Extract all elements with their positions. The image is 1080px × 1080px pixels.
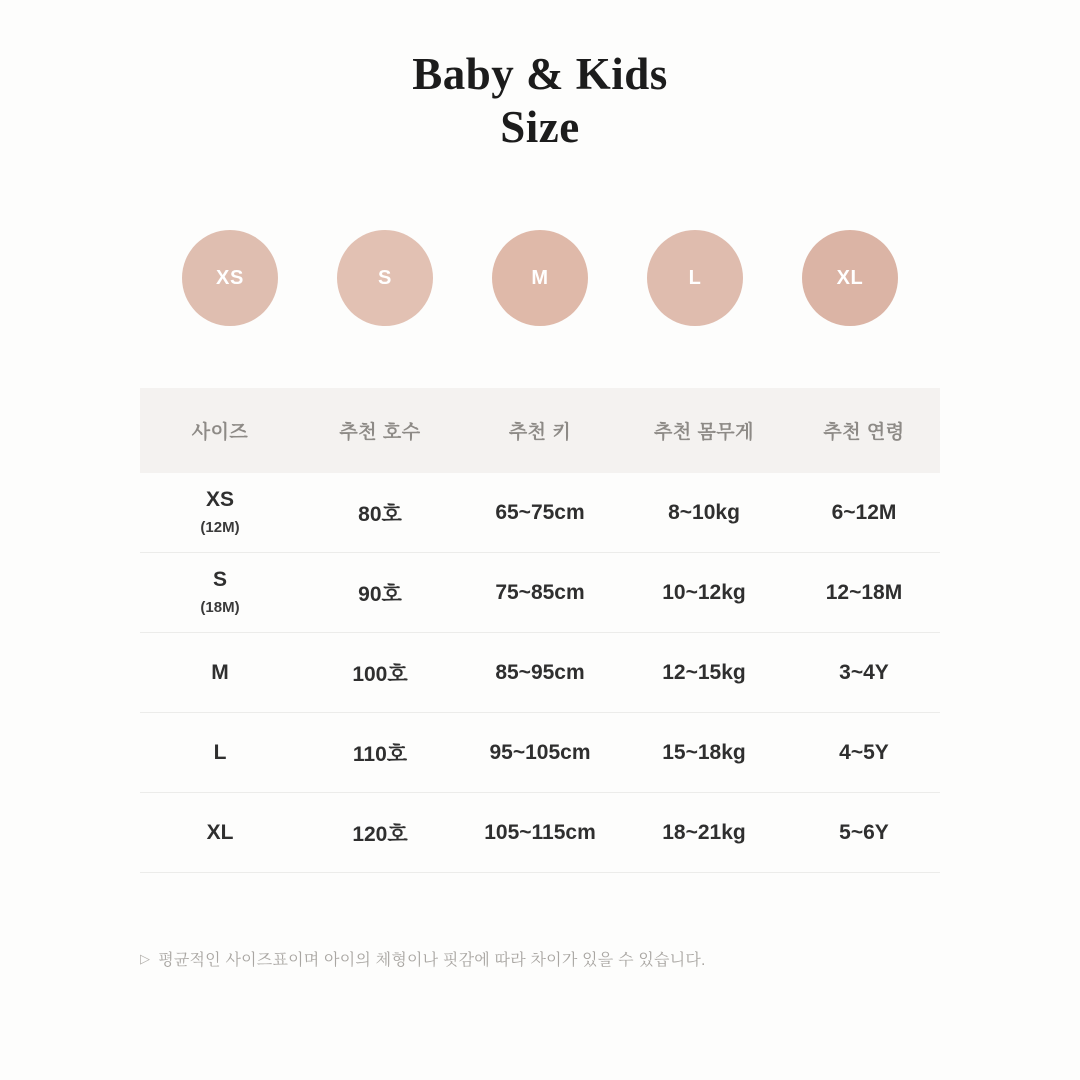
size-circle-m bbox=[492, 230, 588, 326]
cell-weight: 15~18kg bbox=[620, 713, 788, 793]
footnote bbox=[140, 947, 940, 970]
cell-height: 85~95cm bbox=[460, 633, 620, 713]
cell-number: 90호 bbox=[300, 553, 460, 633]
cell-age: 4~5Y bbox=[788, 713, 940, 793]
cell-number: 100호 bbox=[300, 633, 460, 713]
cell-age: 3~4Y bbox=[788, 633, 940, 713]
cell-weight: 12~15kg bbox=[620, 633, 788, 713]
cell-size-label: S bbox=[212, 568, 227, 592]
column-header-size: 사이즈 bbox=[140, 388, 300, 473]
title-line-1: Baby & Kids bbox=[412, 49, 668, 99]
cell-age: 6~12M bbox=[788, 473, 940, 553]
cell-size-label: XL bbox=[206, 820, 234, 844]
size-circle-list bbox=[0, 230, 1080, 326]
table-header bbox=[140, 388, 940, 473]
cell-size bbox=[140, 793, 300, 873]
table-row bbox=[140, 473, 940, 553]
cell-size bbox=[140, 553, 300, 633]
cell-size bbox=[140, 473, 300, 553]
size-circle-label: L bbox=[688, 266, 702, 289]
cell-size-label: M bbox=[211, 660, 229, 684]
cell-size-label: L bbox=[213, 740, 227, 764]
table-row bbox=[140, 713, 940, 793]
footnote-text: 평균적인 사이즈표이며 아이의 체형이나 핏감에 따라 차이가 있을 수 있습니다. bbox=[158, 952, 706, 970]
cell-number: 80호 bbox=[300, 473, 460, 553]
cell-height: 65~75cm bbox=[460, 473, 620, 553]
cell-size-sublabel: (12M) bbox=[200, 519, 240, 537]
size-circle-xl bbox=[802, 230, 898, 326]
cell-number: 110호 bbox=[300, 713, 460, 793]
cell-number: 120호 bbox=[300, 793, 460, 873]
size-circle-label: XL bbox=[836, 266, 864, 289]
triangle-marker-icon: ▷ bbox=[140, 951, 151, 967]
table-row bbox=[140, 793, 940, 873]
page-title bbox=[0, 0, 1080, 154]
cell-size-sublabel: (18M) bbox=[200, 599, 240, 617]
cell-height: 105~115cm bbox=[460, 793, 620, 873]
cell-height: 75~85cm bbox=[460, 553, 620, 633]
size-circle-label: M bbox=[531, 266, 549, 289]
cell-size bbox=[140, 713, 300, 793]
cell-size bbox=[140, 633, 300, 713]
cell-weight: 8~10kg bbox=[620, 473, 788, 553]
cell-weight: 10~12kg bbox=[620, 553, 788, 633]
column-header-weight: 추천 몸무게 bbox=[620, 388, 788, 473]
size-circle-label: S bbox=[378, 266, 392, 289]
size-circle-xs bbox=[182, 230, 278, 326]
column-header-number: 추천 호수 bbox=[300, 388, 460, 473]
column-header-height: 추천 키 bbox=[460, 388, 620, 473]
cell-size-label: XS bbox=[205, 488, 234, 512]
cell-weight: 18~21kg bbox=[620, 793, 788, 873]
cell-age: 12~18M bbox=[788, 553, 940, 633]
size-table bbox=[140, 388, 940, 873]
table-row bbox=[140, 633, 940, 713]
size-table-wrapper bbox=[140, 388, 940, 873]
size-circle-label: XS bbox=[216, 266, 244, 289]
size-circle-s bbox=[337, 230, 433, 326]
size-circle-l bbox=[647, 230, 743, 326]
column-header-age: 추천 연령 bbox=[788, 388, 940, 473]
table-row bbox=[140, 553, 940, 633]
table-body bbox=[140, 473, 940, 873]
cell-height: 95~105cm bbox=[460, 713, 620, 793]
title-line-2: Size bbox=[500, 102, 580, 153]
cell-age: 5~6Y bbox=[788, 793, 940, 873]
table-header-row bbox=[140, 388, 940, 473]
